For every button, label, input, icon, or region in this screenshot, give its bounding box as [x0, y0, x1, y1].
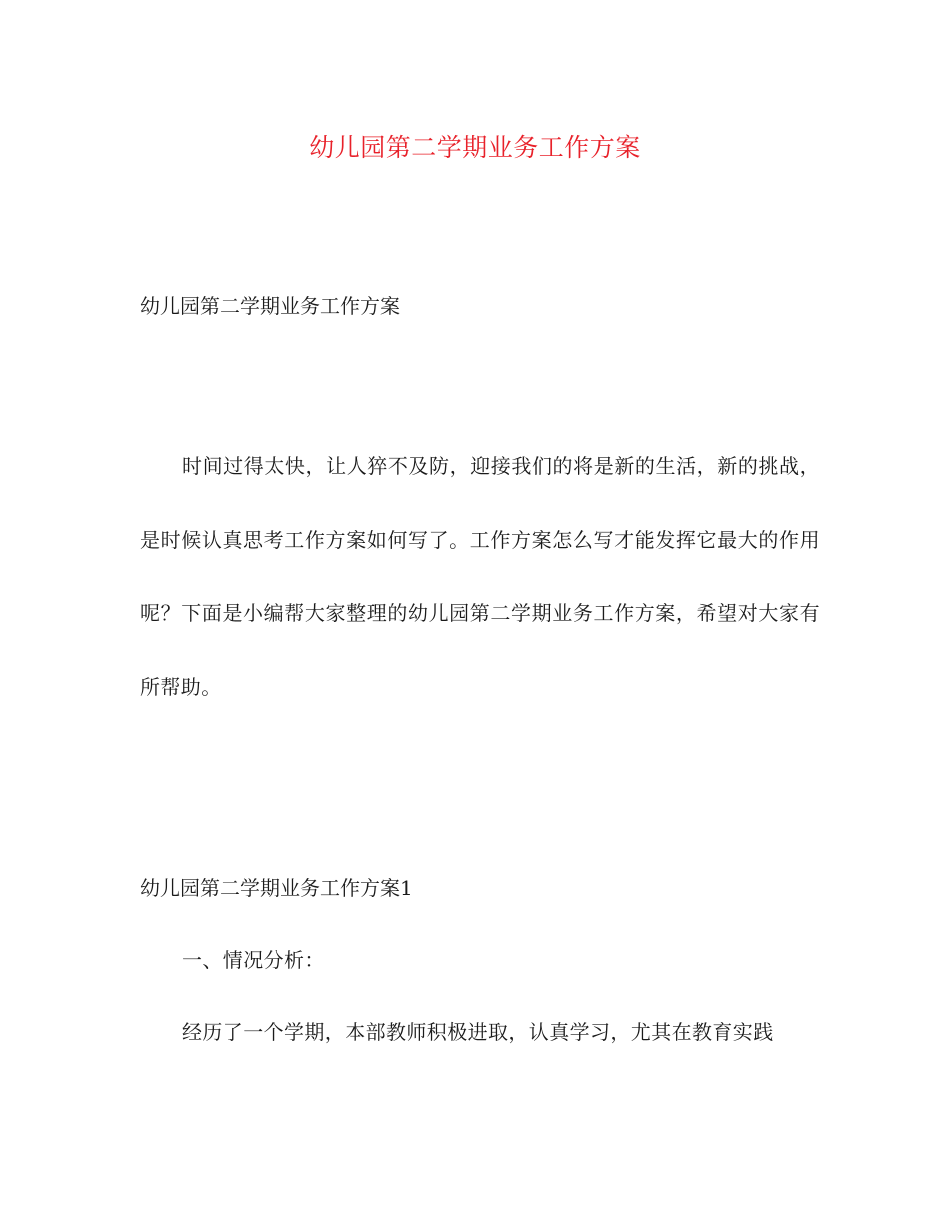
intro-paragraph: 时间过得太快，让人猝不及防，迎接我们的将是新的生活，新的挑战，是时候认真思考工作方案如何写了。工作方案怎么写才能发挥它最大的作用呢？下面是小编帮大家整理的幼儿园第二学期业务工作方案，希望对大家有所帮助。	[140, 454, 820, 699]
situation-analysis-heading: 一、情况分析：	[182, 948, 325, 972]
body-paragraph: 经历了一个学期，本部教师积极进取，认真学习，尤其在教育实践	[182, 1020, 774, 1044]
section-heading: 幼儿园第二学期业务工作方案1	[140, 876, 413, 900]
document-title: 幼儿园第二学期业务工作方案	[309, 133, 641, 162]
document-subtitle: 幼儿园第二学期业务工作方案	[140, 294, 400, 318]
